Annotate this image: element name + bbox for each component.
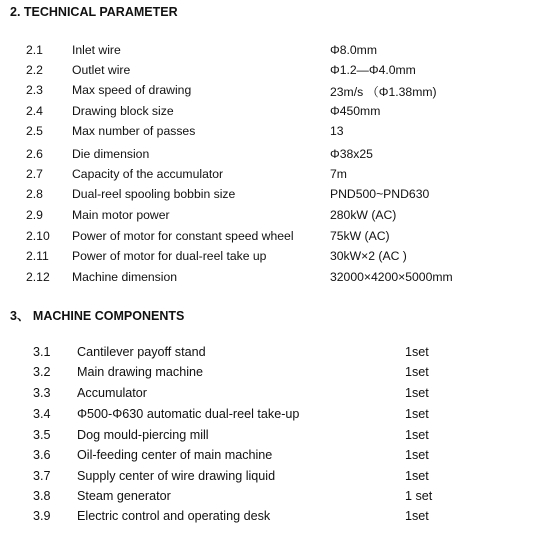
- item-value: PND500~PND630: [330, 187, 430, 201]
- item-value: 32000×4200×5000mm: [330, 270, 453, 284]
- item-name: Cantilever payoff stand: [77, 345, 206, 359]
- technical-row: [0, 229, 553, 249]
- item-number: 3.1: [33, 345, 51, 359]
- item-value: 1set: [405, 407, 429, 421]
- item-name: Dual-reel spooling bobbin size: [72, 187, 236, 201]
- technical-row: [0, 187, 553, 207]
- item-number: 2.8: [26, 187, 43, 201]
- item-name: Electric control and operating desk: [77, 509, 271, 523]
- technical-parameter-heading: 2. TECHNICAL PARAMETER: [10, 5, 178, 19]
- item-name: Max number of passes: [72, 124, 196, 138]
- item-number: 3.3: [33, 386, 51, 400]
- technical-row: [0, 63, 553, 83]
- item-number: 2.2: [26, 63, 43, 77]
- item-number: 2.5: [26, 124, 43, 138]
- item-name: Steam generator: [77, 489, 171, 503]
- machine-components-heading: 3、 MACHINE COMPONENTS: [10, 309, 185, 323]
- item-value: 1set: [405, 469, 429, 483]
- item-value: 23m/s （Φ1.38mm): [330, 85, 437, 99]
- item-name: Capacity of the accumulator: [72, 167, 224, 181]
- item-value: 1set: [405, 448, 429, 462]
- item-number: 2.10: [26, 229, 50, 243]
- technical-row: [0, 147, 553, 167]
- item-number: 3.5: [33, 428, 51, 442]
- components-row: [0, 489, 553, 509]
- item-name: Outlet wire: [72, 63, 131, 77]
- item-name: Main motor power: [72, 208, 170, 222]
- item-value: 1set: [405, 509, 429, 523]
- components-row: [0, 386, 553, 406]
- item-name: Φ500-Φ630 automatic dual-reel take-up: [77, 407, 300, 421]
- item-name: Main drawing machine: [77, 365, 203, 379]
- item-number: 2.9: [26, 208, 43, 222]
- item-value: 1 set: [405, 489, 433, 503]
- item-value: Φ38x25: [330, 147, 373, 161]
- item-value: 7m: [330, 167, 347, 181]
- item-name: Supply center of wire drawing liquid: [77, 469, 276, 483]
- item-name: Machine dimension: [72, 270, 178, 284]
- item-value: 30kW×2 (AC ): [330, 249, 407, 263]
- item-value: Φ1.2—Φ4.0mm: [330, 63, 416, 77]
- item-name: Dog mould-piercing mill: [77, 428, 209, 442]
- item-name: Drawing block size: [72, 104, 174, 118]
- components-row: [0, 345, 553, 365]
- item-number: 2.7: [26, 167, 43, 181]
- components-row: [0, 428, 553, 448]
- item-name: Inlet wire: [72, 43, 121, 57]
- technical-row: [0, 270, 553, 290]
- components-row: [0, 469, 553, 489]
- item-value: 75kW (AC): [330, 229, 390, 243]
- item-number: 2.12: [26, 270, 50, 284]
- item-value: Φ450mm: [330, 104, 381, 118]
- item-number: 3.9: [33, 509, 51, 523]
- item-value: 280kW (AC): [330, 208, 397, 222]
- item-number: 3.8: [33, 489, 51, 503]
- item-number: 2.1: [26, 43, 43, 57]
- item-value: 1set: [405, 386, 429, 400]
- item-name: Max speed of drawing: [72, 83, 192, 97]
- item-name: Accumulator: [77, 386, 147, 400]
- components-row: [0, 448, 553, 468]
- item-value: 1set: [405, 345, 429, 359]
- item-name: Oil-feeding center of main machine: [77, 448, 273, 462]
- technical-row: [0, 167, 553, 187]
- components-row: [0, 365, 553, 385]
- item-number: 3.7: [33, 469, 51, 483]
- technical-row: [0, 43, 553, 63]
- item-number: 3.2: [33, 365, 51, 379]
- item-number: 2.11: [26, 249, 49, 263]
- item-value: 1set: [405, 365, 429, 379]
- technical-row: [0, 249, 553, 269]
- technical-row: [0, 104, 553, 124]
- item-number: 2.6: [26, 147, 43, 161]
- components-row: [0, 509, 553, 529]
- item-number: 2.3: [26, 83, 43, 97]
- item-number: 3.6: [33, 448, 51, 462]
- item-number: 2.4: [26, 104, 43, 118]
- item-name: Die dimension: [72, 147, 150, 161]
- item-value: 13: [330, 124, 344, 138]
- technical-row: [0, 124, 553, 144]
- technical-row: [0, 208, 553, 228]
- technical-row: [0, 83, 553, 103]
- item-value: 1set: [405, 428, 429, 442]
- item-number: 3.4: [33, 407, 51, 421]
- item-name: Power of motor for constant speed wheel: [72, 229, 294, 243]
- components-row: [0, 407, 553, 427]
- item-name: Power of motor for dual-reel take up: [72, 249, 267, 263]
- item-value: Φ8.0mm: [330, 43, 377, 57]
